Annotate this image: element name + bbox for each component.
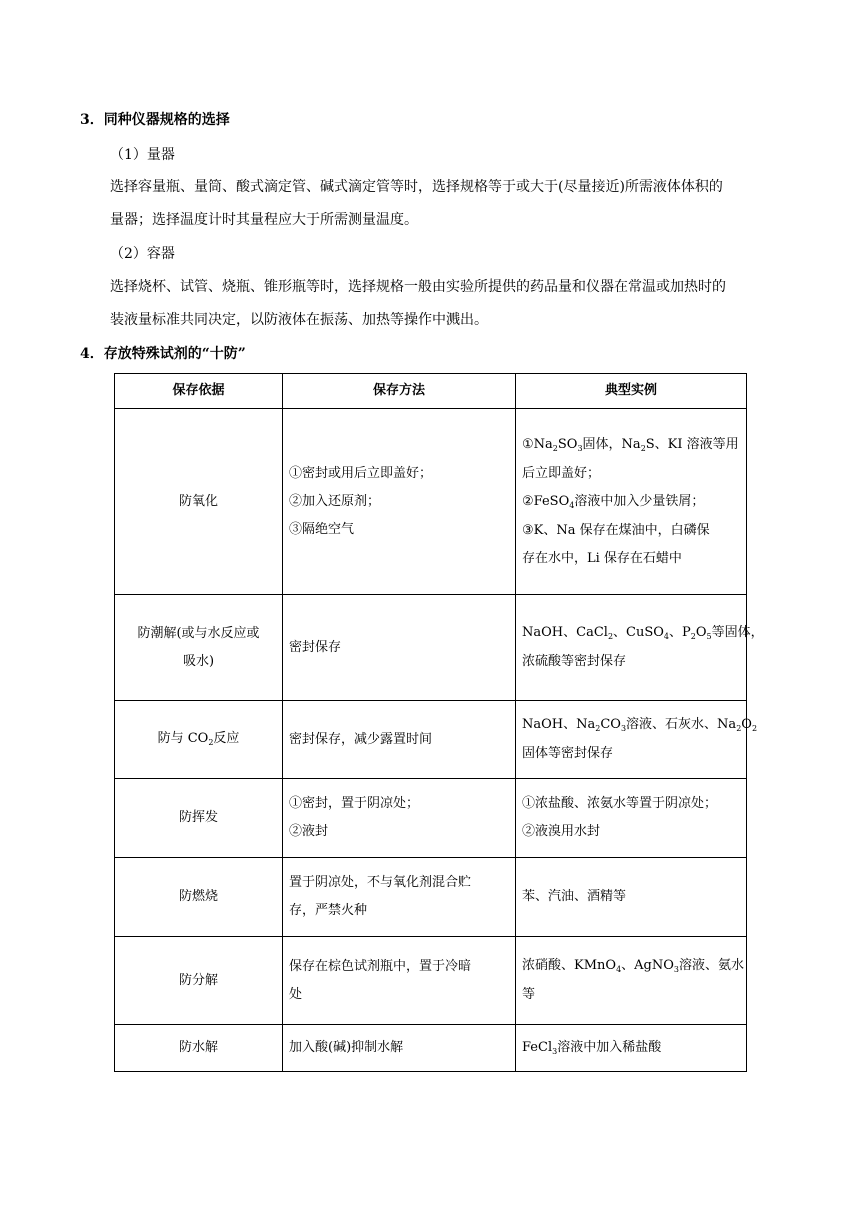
method-cell [283,1025,516,1072]
method-line: 加入酸(碱)抑制水解 [289,1040,404,1055]
example-line: $①Na_2SO_3$固体，$Na_2S$、KI 溶液等用 [522,436,739,453]
basis-cell [115,595,283,701]
example-line: NaOH、CaCl$_2$、CuSO$_4$、$P_2O_5$等固体， [522,625,764,641]
basis-cell: 防挥发 [115,779,283,858]
example-line: 浓硫酸等密封保存 [522,654,627,669]
method-line: 处 [289,986,303,1002]
example-cell [516,409,747,595]
table-header-row [115,374,747,409]
basis-line: 吸水) [182,653,215,669]
header-method: 保存方法 [283,374,516,409]
example-line: 固体等密封保存 [522,746,614,761]
example-line: 后立即盖好； [522,465,601,481]
example-cell [516,779,747,858]
method-line: 密封保存 [289,639,342,655]
example-cell [516,1025,747,1072]
method-cell [283,858,516,937]
basis-cell: 防氧化 [115,409,283,595]
example-cell [516,858,747,937]
example-line: ①浓盐酸、浓氨水等置于阴凉处； [522,796,718,811]
table-row [115,937,747,1025]
basis-cell: 防水解 [115,1025,283,1072]
method-line: 密封保存，减少露置时间 [289,731,433,747]
header-basis: 保存依据 [115,374,283,409]
example-cell [516,701,758,779]
example-line: ②FeSO$_4$溶液中加入少量铁屑； [522,493,705,510]
basis-cell: 防分解 [115,937,283,1025]
section-3-heading: 3．同种仪器规格的选择 [80,112,230,128]
method-cell [283,937,516,1025]
method-line: ①密封或用后立即盖好； [289,465,433,481]
section-4-heading: 4．存放特殊试剂的“十防” [80,346,246,362]
table-row [115,701,747,779]
table-row [115,779,747,858]
example-line: 浓硝酸、KMnO$_4$、AgNO$_3$溶液、氨水 [522,958,745,974]
method-cell [283,701,516,779]
example-line: ②液溴用水封 [522,824,601,839]
table-row [115,409,747,595]
example-line: NaOH、$Na_2CO_3$溶液、石灰水、$Na_2O_2$ [522,717,758,733]
method-line: 存，严禁火种 [289,903,368,918]
basis-cell: 防燃烧 [115,858,283,937]
section-3-sub1-line1: 选择容量瓶、量筒、酸式滴定管、碱式滴定管等时，选择规格等于或大于(尽量接近)所需液体体积的 [110,179,723,195]
basis-cell: 防与 $CO_2$反应 [115,701,283,779]
section-3-sub2-line1: 选择烧杯、试管、烧瓶、锥形瓶等时，选择规格一般由实验所提供的药品量和仪器在常温或加热时的 [110,279,726,295]
method-line: 保存在棕色试剂瓶中，置于冷暗 [289,958,472,974]
header-example: 典型实例 [516,374,747,409]
example-cell [516,937,747,1025]
example-line: ③K、Na 保存在煤油中，白磷保 [522,522,710,538]
example-line: 存在水中，Li 保存在石蜡中 [522,550,682,566]
example-line: 苯、汽油、酒精等 [522,889,627,904]
method-cell [283,779,516,858]
section-3-sub2-line2: 装液量标准共同决定，以防液体在振荡、加热等操作中溅出。 [110,312,488,328]
method-line: ②液封 [289,824,329,839]
basis-line: 防潮解(或与水反应或 [137,625,260,641]
table-row [115,1025,747,1072]
method-line: 置于阴凉处，不与氧化剂混合贮 [289,875,472,890]
example-cell [516,595,764,701]
method-line: ②加入还原剂； [289,493,381,509]
section-3-sub1-label: （1）量器 [110,147,175,163]
section-3-sub1-line2: 量器；选择温度计时其量程应大于所需测量温度。 [110,212,418,228]
table-row [115,858,747,937]
method-line: ③隔绝空气 [289,521,355,537]
method-cell [283,595,516,701]
example-line: FeCl$_3$溶液中加入稀盐酸 [522,1039,662,1056]
storage-table [114,373,764,1072]
example-line: 等 [522,987,536,1002]
section-3-sub2-label: （2）容器 [110,246,175,262]
method-cell [283,409,516,595]
table-row [115,595,747,701]
method-line: ①密封，置于阴凉处； [289,796,420,811]
